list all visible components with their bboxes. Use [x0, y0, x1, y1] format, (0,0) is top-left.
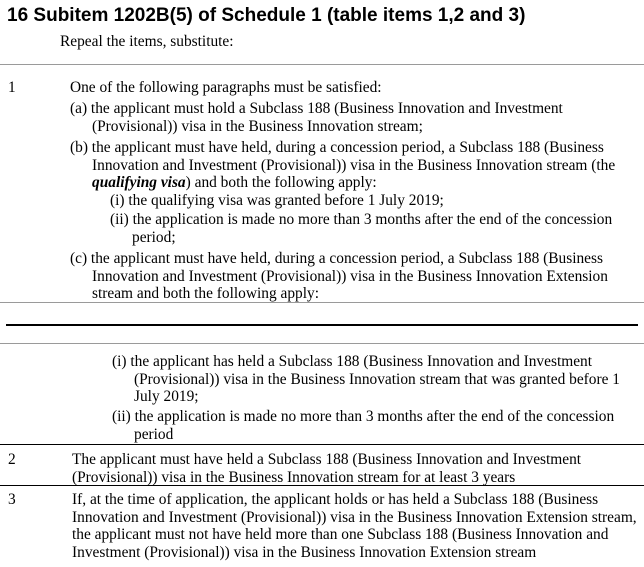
row-3-text: If, at the time of application, the applicant holds or has held a Subclass 188 (Business Innovation and Investment (Provisional)) visa in the Business Innovation Extension stream, the applicant must not have held more than one Subclass 188 (Business Innovation and Investment (Provisional)) visa in the Business Innovation Extension stream: [72, 491, 637, 561]
page-break-rule-bottom: [0, 343, 644, 344]
row-separator-2: [0, 485, 644, 486]
page-break-rule-top: [0, 302, 644, 303]
page-break-rule-middle: [6, 324, 638, 326]
table-top-rule: [0, 64, 644, 65]
row-1-paragraph-c-i: (i) the applicant has held a Subclass 188 (Business Innovation and Investment (Provisional)) visa in the Business Innovation stream that was granted before 1 July 2019;: [112, 353, 620, 405]
row-1-paragraph-a: (a) the applicant must hold a Subclass 188 (Business Innovation and Investment (Provisional)) visa in the Business Innovation stream;: [70, 100, 563, 135]
row-1-paragraph-b-ii: (ii) the application is made no more than 3 months after the end of the concession period;: [110, 211, 613, 246]
row-separator-1: [0, 444, 644, 445]
qualifying-visa-defined-term: qualifying visa: [92, 174, 186, 191]
row-1-paragraph-b-before: (b) the applicant must have held, during a concession period, a Subclass 188 (Business Innovation and Investment (Provisional)) visa in the Business Innovation stream (the: [70, 139, 616, 174]
row-1-paragraph-c: (c) the applicant must have held, during a concession period, a Subclass 188 (Business Innovation and Investment (Provisional)) visa in the Business Innovation Extension stream and both the following apply:: [70, 250, 608, 302]
row-1-paragraph-c-ii: (ii) the application is made no more than 3 months after the end of the concession period: [112, 408, 615, 443]
row-3-number: 3: [8, 491, 16, 508]
amendment-instruction: Repeal the items, substitute:: [60, 33, 234, 50]
row-1-lead-text: One of the following paragraphs must be satisfied:: [70, 79, 382, 96]
row-2-number: 2: [8, 451, 16, 468]
row-1-number: 1: [8, 79, 16, 96]
row-1-paragraph-b-i: (i) the qualifying visa was granted before 1 July 2019;: [110, 192, 444, 209]
row-1-paragraph-b: [70, 139, 637, 192]
row-2-text: The applicant must have held a Subclass 188 (Business Innovation and Investment (Provisional)) visa in the Business Innovation stream for at least 3 years: [72, 451, 582, 486]
amendment-heading: 16 Subitem 1202B(5) of Schedule 1 (table items 1,2 and 3): [7, 5, 526, 26]
row-1-paragraph-b-after: ) and both the following apply:: [185, 174, 377, 191]
